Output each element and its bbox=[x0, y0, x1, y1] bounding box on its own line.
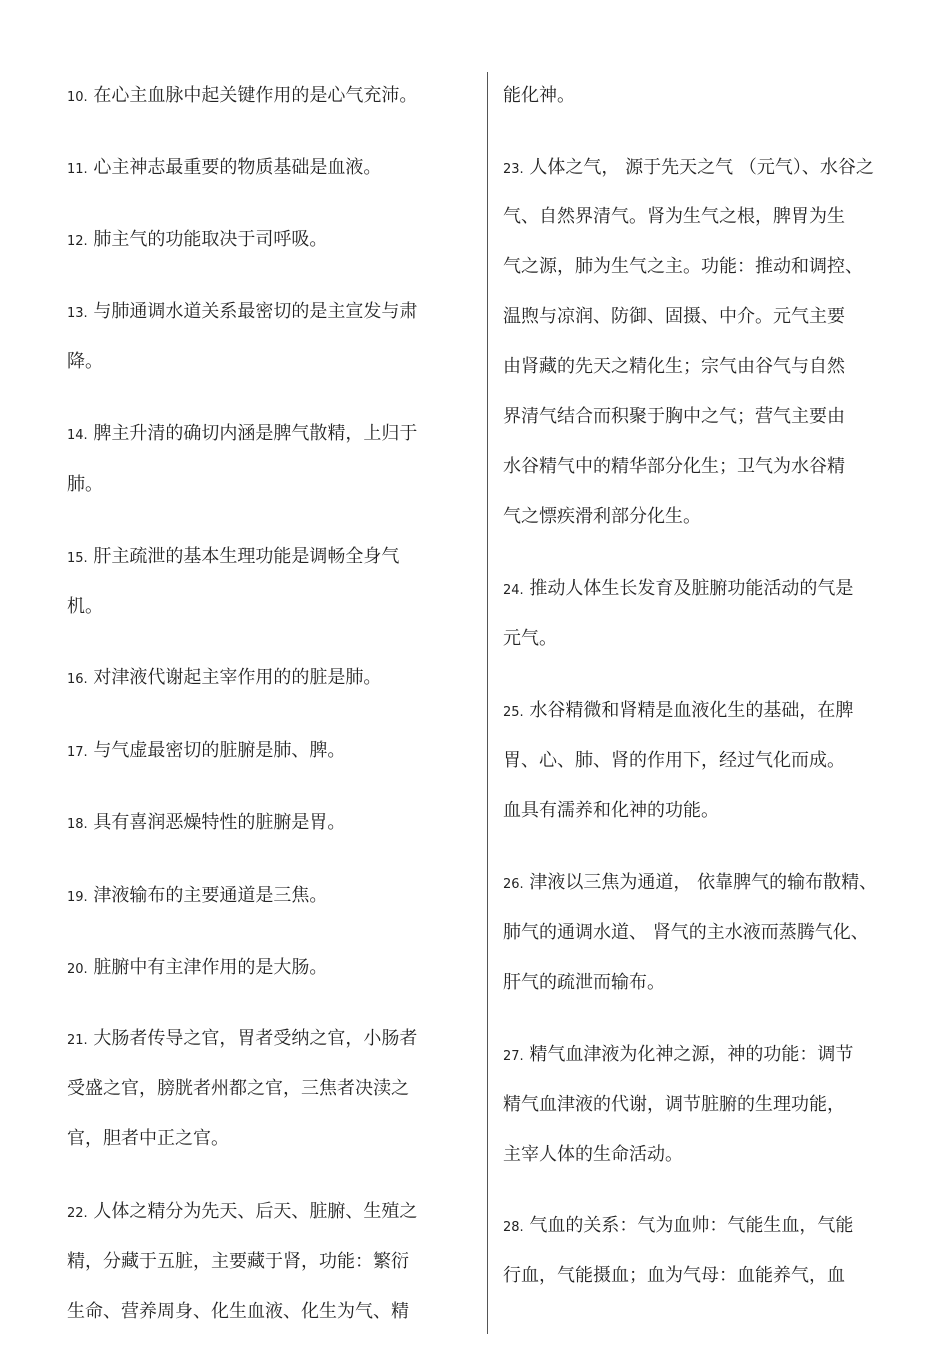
text-line: 19. 津液输布的主要通道是三焦。 bbox=[67, 885, 328, 906]
text-line: 气之源，肺为生气之主。功能：推动和调控、 bbox=[503, 256, 863, 277]
text-line: 27. 精气血津液为化神之源，神的功能：调节 bbox=[503, 1044, 854, 1065]
text-line: 生命、营养周身、化生血液、化生为气、精 bbox=[67, 1301, 409, 1322]
text-line: 元气。 bbox=[503, 628, 557, 649]
text-line: 15. 肝主疏泄的基本生理功能是调畅全身气 bbox=[67, 546, 400, 567]
text-line: 能化神。 bbox=[503, 85, 575, 106]
text-line: 主宰人体的生命活动。 bbox=[503, 1144, 683, 1165]
text-line: 16. 对津液代谢起主宰作用的的脏是肺。 bbox=[67, 667, 382, 688]
text-line: 血具有濡养和化神的功能。 bbox=[503, 800, 719, 821]
text-line: 12. 肺主气的功能取决于司呼吸。 bbox=[67, 229, 328, 250]
text-line: 水谷精气中的精华部分化生；卫气为水谷精 bbox=[503, 456, 845, 477]
text-line: 18. 具有喜润恶燥特性的脏腑是胃。 bbox=[67, 812, 346, 833]
text-line: 肺气的通调水道、 肾气的主水液而蒸腾气化、 bbox=[503, 922, 869, 943]
text-line: 23. 人体之气， 源于先天之气 （元气）、水谷之 bbox=[503, 157, 874, 178]
text-line: 肝气的疏泄而输布。 bbox=[503, 972, 665, 993]
text-line: 温煦与凉润、防御、固摄、中介。元气主要 bbox=[503, 306, 845, 327]
text-line: 22. 人体之精分为先天、后天、脏腑、生殖之 bbox=[67, 1201, 418, 1222]
text-line: 精，分藏于五脏，主要藏于肾，功能：繁衍 bbox=[67, 1251, 409, 1272]
text-line: 机。 bbox=[67, 596, 103, 617]
text-line: 11. 心主神志最重要的物质基础是血液。 bbox=[67, 157, 382, 178]
text-line: 界清气结合而积聚于胸中之气；营气主要由 bbox=[503, 406, 845, 427]
text-line: 由肾藏的先天之精化生；宗气由谷气与自然 bbox=[503, 356, 845, 377]
text-line: 降。 bbox=[67, 351, 103, 372]
text-line: 胃、心、肺、肾的作用下，经过气化而成。 bbox=[503, 750, 845, 771]
text-line: 28. 气血的关系：气为血帅：气能生血，气能 bbox=[503, 1215, 854, 1236]
text-line: 肺。 bbox=[67, 474, 103, 495]
text-line: 20. 脏腑中有主津作用的是大肠。 bbox=[67, 957, 328, 978]
text-line: 行血，气能摄血；血为气母：血能养气，血 bbox=[503, 1265, 845, 1286]
text-line: 14. 脾主升清的确切内涵是脾气散精，上归于 bbox=[67, 423, 418, 444]
text-line: 10. 在心主血脉中起关键作用的是心气充沛。 bbox=[67, 85, 418, 106]
text-line: 13. 与肺通调水道关系最密切的是主宣发与肃 bbox=[67, 301, 418, 322]
text-line: 精气血津液的代谢，调节脏腑的生理功能， bbox=[503, 1094, 845, 1115]
text-line: 24. 推动人体生长发育及脏腑功能活动的气是 bbox=[503, 578, 854, 599]
text-line: 气之慓疾滑利部分化生。 bbox=[503, 506, 701, 527]
text-line: 21. 大肠者传导之官，胃者受纳之官，小肠者 bbox=[67, 1028, 418, 1049]
text-line: 25. 水谷精微和肾精是血液化生的基础，在脾 bbox=[503, 700, 854, 721]
text-line: 官，胆者中正之官。 bbox=[67, 1128, 229, 1149]
text-line: 受盛之官，膀胱者州都之官，三焦者决渎之 bbox=[67, 1078, 409, 1099]
text-line: 气、自然界清气。肾为生气之根，脾胃为生 bbox=[503, 206, 845, 227]
text-line: 26. 津液以三焦为通道， 依靠脾气的输布散精、 bbox=[503, 872, 878, 893]
column-divider bbox=[487, 72, 488, 1334]
text-line: 17. 与气虚最密切的脏腑是肺、脾。 bbox=[67, 740, 346, 761]
